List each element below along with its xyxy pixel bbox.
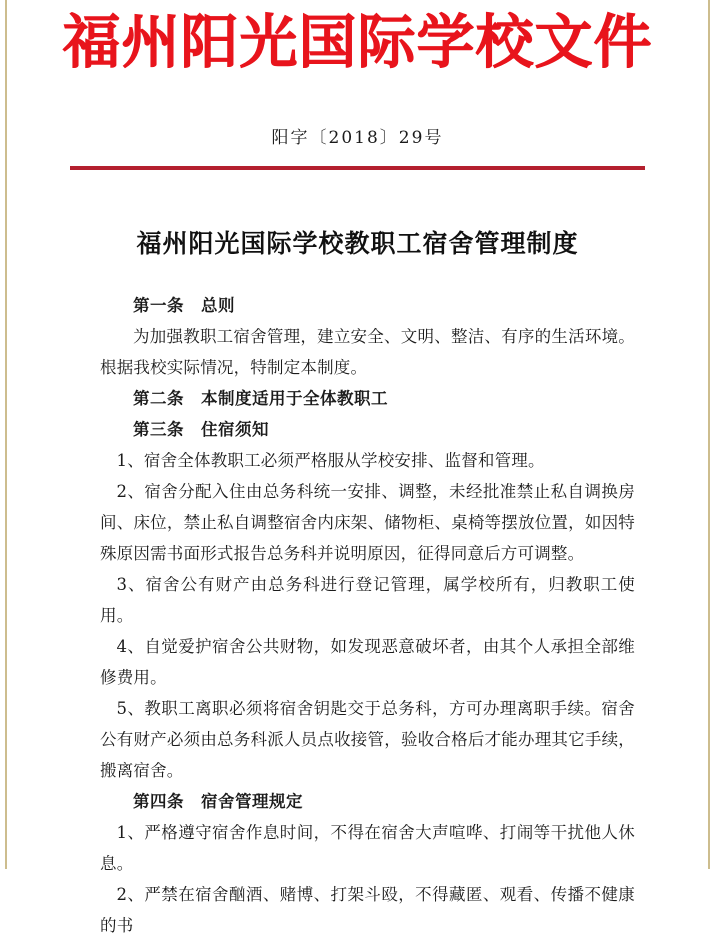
numbered-item: 4、自觉爱护宿舍公共财物，如发现恶意破坏者，由其个人承担全部维修费用。 xyxy=(100,636,635,687)
section-heading: 第三条 住宿须知 xyxy=(133,419,269,439)
numbered-item: 3、宿舍公有财产由总务科进行登记管理，属学校所有，归教职工使用。 xyxy=(100,574,635,625)
section-heading: 第四条 宿舍管理规定 xyxy=(133,791,303,811)
red-separator-rule xyxy=(70,166,645,170)
masthead xyxy=(18,0,697,75)
section-heading: 第一条 总则 xyxy=(133,295,235,315)
numbered-item: 2、宿舍分配入住由总务科统一安排、调整，未经批准禁止私自调换房间、床位，禁止私自调整宿舍内床架、储物柜、桌椅等摆放位置，如因特殊原因需书面形式报告总务科并说明原因，征得同意后方可调整。 xyxy=(100,481,635,563)
section-heading: 第二条 本制度适用于全体教职工 xyxy=(133,388,388,408)
numbered-item: 2、严禁在宿舍酗酒、赌博、打架斗殴，不得藏匿、观看、传播不健康的书 xyxy=(100,884,635,935)
document-body xyxy=(18,290,697,941)
document-serial-number: 阳字〔2018〕29号 xyxy=(271,127,444,148)
masthead-title: 福州阳光国际学校文件 xyxy=(62,8,653,76)
numbered-item: 1、宿舍全体教职工必须严格服从学校安排、监督和管理。 xyxy=(116,450,545,470)
numbered-item: 1、严格遵守宿舍作息时间，不得在宿舍大声喧哗、打闹等干扰他人休息。 xyxy=(100,822,635,873)
page-title: 福州阳光国际学校教职工宿舍管理制度 xyxy=(136,228,579,258)
numbered-item: 5、教职工离职必须将宿舍钥匙交于总务科，方可办理离职手续。宿舍公有财产必须由总务科派人员点收接管，验收合格后才能办理其它手续，搬离宿舍。 xyxy=(100,698,635,780)
body-paragraph: 为加强教职工宿舍管理，建立安全、文明、整洁、有序的生活环境。根据我校实际情况，特制定本制度。 xyxy=(100,326,635,377)
